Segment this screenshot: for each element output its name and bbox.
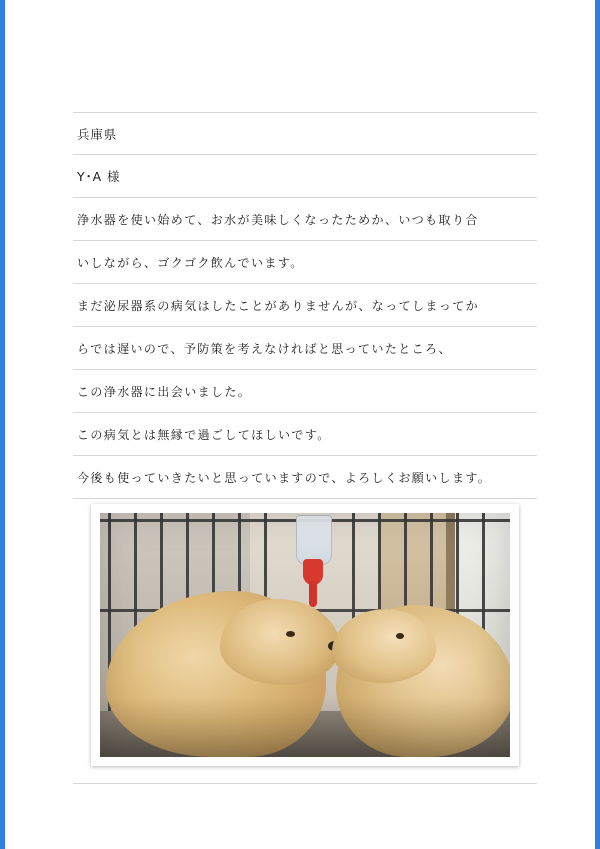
letter-line: [73, 112, 537, 155]
letter-sheet: [73, 112, 537, 784]
letter-line-text: らでは遅いので、予防策を考えなければと思っていたところ、: [77, 341, 452, 356]
letter-line-text: いしながら、ゴクゴク飲んでいます。: [77, 255, 304, 270]
letter-line: [73, 370, 537, 413]
photo-two-dogs-drinking: [100, 513, 510, 757]
letter-line-text: 浄水器を使い始めて、お水が美味しくなったためか、いつも取り合: [77, 212, 479, 227]
letter-line: [73, 456, 537, 499]
photo-frame: [91, 504, 519, 766]
letter-line: [73, 241, 537, 284]
letter-line: [73, 198, 537, 241]
photo-row: [73, 499, 537, 784]
letter-line: [73, 155, 537, 198]
letter-line-text: まだ泌尿器系の病気はしたことがありませんが、なってしまってか: [77, 298, 480, 313]
letter-line-text: 今後も使っていきたいと思っていますので、よろしくお願いします。: [77, 470, 492, 485]
letter-line: [73, 327, 537, 370]
letter-line: [73, 284, 537, 327]
letter-line-text: Y･A 様: [77, 169, 121, 184]
letter-line: [73, 413, 537, 456]
letter-line-text: この病気とは無縁で過ごしてほしいです。: [77, 427, 331, 442]
letter-line-text: 兵庫県: [77, 126, 118, 142]
photo-vignette: [100, 513, 510, 757]
letter-line-text: この浄水器に出会いました。: [77, 384, 252, 399]
